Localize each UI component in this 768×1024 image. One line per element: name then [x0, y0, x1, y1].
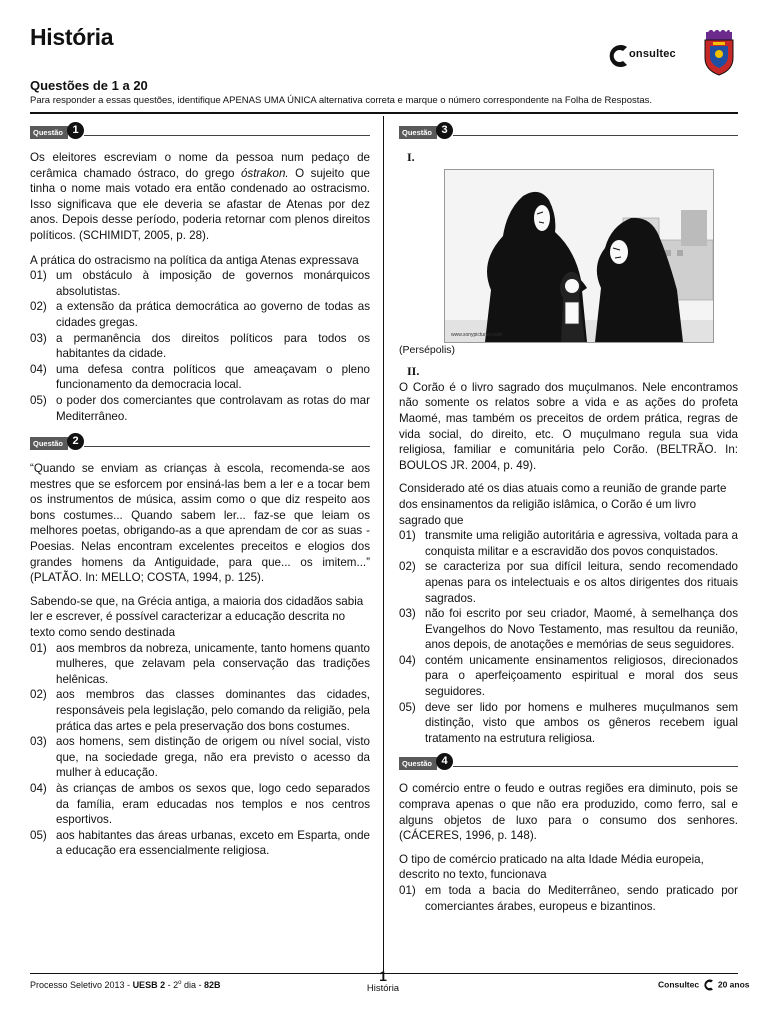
option-03[interactable]: 03) a permanência dos direitos políticos para todos os habitantes da cidade.	[30, 331, 370, 361]
question-number-badge: 3	[436, 122, 453, 139]
item-label-i: I.	[407, 150, 415, 164]
consultec-logo	[603, 42, 685, 70]
question-rule	[84, 135, 370, 136]
question-2-passage: “Quando se enviam as crianças à escola, recomenda-se aos mestres que se esforcem por ensiná-las bem a ler e a tocar bem os instrumentos de música, assim como o que diz respeito aos bons costumes... Quando sabem ler... faz-se que leiam os melhores poetas, obrigando-as a que aprendam de cor as suas -Poesias. Nelas encontram excelentes preceitos e elogios dos grandes homens da Antiguidade, para que... os imitem...” (PLATÃO. In: MELLO; COSTA, 1994, p. 125).	[30, 462, 370, 585]
image-watermark: www.sonypictures.com	[451, 331, 502, 338]
option-01[interactable]: 01) um obstáculo à imposição de governos monárquicos absolutistas.	[30, 269, 370, 298]
persepolis-scene-image	[445, 170, 713, 342]
consultec-c-icon	[603, 42, 631, 70]
header-divider	[30, 112, 738, 114]
item-label-ii: II.	[407, 364, 420, 379]
question-tag: Questão	[399, 757, 437, 770]
option-02[interactable]: 02) a extensão da prática democrática ao governo de todas as cidades gregas.	[30, 300, 370, 329]
question-4-passage: O comércio entre o feudo e outras regiões era diminuto, pois se comprava apenas o que não era produzido, como ferro, sal e alguns objetos de luxo para o consumo dos senhores. (CÁCERES, 1996, p. 148).	[399, 782, 738, 843]
option-02[interactable]: 02) se caracteriza por sua difícil leitura, sendo recomendado apenas para os intelectuais e os altos dirigentes dos rituais sagrados.	[399, 560, 738, 605]
option-05[interactable]: 05) aos habitantes das áreas urbanas, exceto em Esparta, onde a educação era essencialmente religiosa.	[30, 828, 370, 858]
question-3-header	[399, 122, 738, 146]
option-04[interactable]: 04) às crianças de ambos os sexos que, logo cedo separados da família, eram educadas nos templos e nos centros esportivos.	[30, 781, 370, 827]
option-02[interactable]: 02) aos membros das classes dominantes das cidades, responsáveis pela legislação, pelo comando da religião, pela prática das artes e pela preservação dos bons costumes.	[30, 688, 370, 733]
question-number-badge: 2	[67, 433, 84, 450]
footer-page-info	[360, 969, 406, 994]
option-03[interactable]: 03) aos homens, sem distinção de origem ou nível social, visto que, na sociedade grega, não era previsto o acesso da mulher à educação.	[30, 735, 370, 780]
option-01[interactable]: 01) em toda a bacia do Mediterrâneo, sendo praticado por comerciantes árabes, europeus e bizantinos.	[399, 884, 738, 913]
option-05[interactable]: 05) o poder dos comerciantes que controlavam as rotas do mar Mediterrâneo.	[30, 393, 370, 423]
option-01[interactable]: 01) aos membros da nobreza, unicamente, tanto homens quanto mulheres, que zelavam pela conservação das tradições helênicas.	[30, 641, 370, 686]
option-05[interactable]: 05) deve ser lido por homens e mulheres muçulmanos sem distinção, visto que ambos os gêneros recebem igual tratamento na estrutura religiosa.	[399, 700, 738, 745]
persepolis-illustration	[444, 169, 714, 343]
option-04[interactable]: 04) uma defesa contra políticos que ameaçavam o pleno funcionamento da democracia local.	[30, 362, 370, 392]
footer-exam-info: Processo Seletivo 2013 - UESB 2 - 2$^o$ dia - 82B	[30, 980, 221, 990]
question-tag: Questão	[399, 126, 437, 139]
footer-brand	[658, 978, 750, 992]
question-2-header	[30, 433, 370, 457]
left-column	[30, 122, 370, 859]
page-title: História	[30, 24, 114, 50]
image-caption: (Persépolis)	[399, 343, 456, 356]
option-04[interactable]: 04) contém unicamente ensinamentos religiosos, direcionados para o aperfeiçoamento espiritual e moral dos seus seguidores.	[399, 653, 738, 699]
question-1-passage: Os eleitores escreviam o nome da pessoa num pedaço de cerâmica chamado óstraco, do grego óstrakon. O sujeito que tinha o nome mais votado era então condenado ao ostracismo. Isso significava que ele deveria se afastar de Atenas por dez anos. Depois desse período, poderia retornar com plenos direitos políticos. (SCHIMIDT, 2005, p. 28).	[30, 151, 370, 242]
question-2-stem: Sabendo-se que, na Grécia antiga, a maioria dos cidadãos sabia ler e escrever, é possível caracterizar a educação descrita no texto como sendo destinada	[30, 594, 364, 640]
question-1-stem: A prática do ostracismo na política da antiga Atenas expressava	[30, 253, 359, 267]
page-number: 1	[379, 968, 387, 984]
question-number-badge: 1	[67, 122, 84, 139]
option-03[interactable]: 03) não foi escrito por seu criador, Maomé, à semelhança dos Evangelhos do Novo Testamento, mas resultou da reunião, anos depois, de anotações e memórias de seus seguidores.	[399, 607, 738, 652]
footer-brand-text: Consultec	[658, 979, 700, 990]
page-subject: História	[366, 983, 400, 994]
question-tag: Questão	[30, 437, 68, 450]
question-2-options	[30, 641, 370, 859]
question-rule	[453, 766, 738, 767]
question-1-header	[30, 122, 370, 146]
question-tag: Questão	[30, 126, 68, 139]
instructions-text: Para responder a essas questões, identifique APENAS UMA ÚNICA alternativa correta e marque o número correspondente na Folha de Respostas.	[30, 95, 653, 106]
consultec-logo-text: onsultec	[629, 48, 676, 60]
question-3-options	[399, 528, 738, 746]
question-1-options	[30, 268, 370, 424]
question-4-stem: O tipo de comércio praticado na alta Idade Média europeia, descrito no texto, funcionava	[399, 852, 704, 882]
question-rule	[84, 446, 370, 447]
question-rule	[453, 135, 738, 136]
footer-anniversary-text: 20 anos	[717, 979, 750, 990]
option-01[interactable]: 01) transmite uma religião autoritária e agressiva, voltada para a conquista militar e a escravidão dos povos conquistados.	[399, 529, 738, 558]
consultec-c-icon	[701, 978, 715, 992]
right-column	[399, 122, 738, 914]
question-3-passage: O Corão é o livro sagrado dos muçulmanos. Nele encontramos não somente os relatos sobre a vida e as ações do profeta Maomé, mas também os preceitos de ordem prática, regras de vida social, do direito, etc. O muçulmano regula sua vida religiosa, familiar e comunitária pelo Corão. (BELTRÃO. In: BOULOS JR. 2004, p. 49).	[399, 380, 738, 472]
question-4-options	[399, 883, 738, 914]
question-number-badge: 4	[436, 753, 453, 770]
question-3-stem: Considerado até os dias atuais como a reunião de grande parte dos ensinamentos da religião islâmica, o Corão é um livro sagrado que	[399, 482, 727, 527]
column-divider	[383, 116, 384, 972]
section-subtitle: Questões de 1 a 20	[30, 78, 148, 93]
question-4-header	[399, 753, 738, 777]
university-seal-icon	[702, 30, 736, 76]
